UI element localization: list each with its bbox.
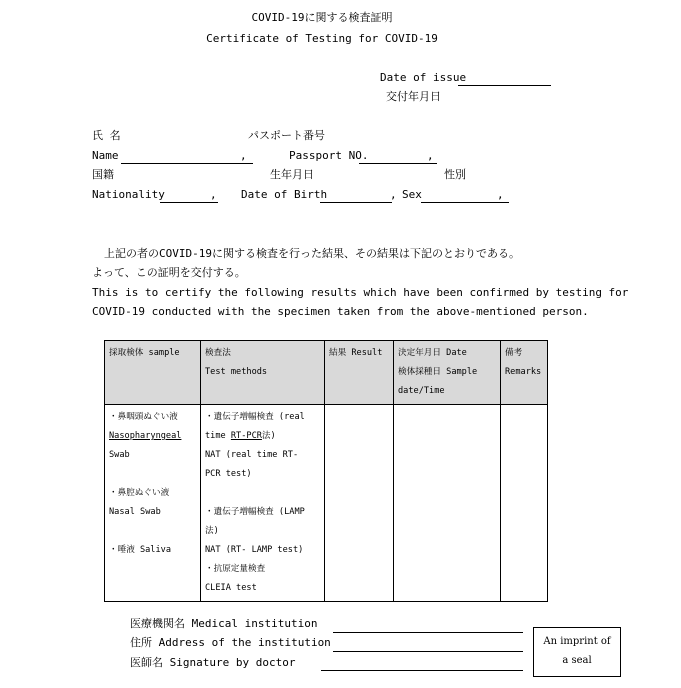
name-comma: , bbox=[240, 149, 247, 162]
name-label-jp: 氏 名 bbox=[92, 129, 121, 142]
statement-en-line-1: This is to certify the following results which have been confirmed by testing for bbox=[92, 286, 629, 299]
passport-comma: , bbox=[427, 149, 434, 162]
seal-box[interactable] bbox=[533, 627, 621, 677]
statement-jp-line-1: 上記の者のCOVID-19に関する検査を行った結果、その結果は下記のとおりである。 bbox=[104, 247, 520, 260]
statement-jp-line-2: よって、この証明を交付する。 bbox=[92, 266, 246, 279]
sex-field-line[interactable] bbox=[421, 202, 509, 203]
sex-comma: , bbox=[497, 188, 504, 201]
header-result-label: 結果 Result bbox=[329, 348, 383, 358]
medical-institution-label: 医療機関名 Medical institution bbox=[130, 617, 318, 630]
method-pcr-line-2 bbox=[205, 427, 320, 446]
seal-label-line-1: An imprint of bbox=[543, 636, 611, 647]
address-line[interactable] bbox=[333, 651, 523, 652]
certificate-title-en: Certificate of Testing for COVID-19 bbox=[206, 32, 438, 45]
header-date-line-3: date/Time bbox=[398, 386, 445, 396]
date-cell[interactable] bbox=[394, 405, 501, 602]
table-row bbox=[105, 405, 548, 602]
sample-nasopharyngeal-en: Nasopharyngeal bbox=[109, 431, 182, 441]
sex-label-jp: 性別 bbox=[444, 168, 466, 181]
method-cleia-line-1: ・抗原定量検査 bbox=[205, 564, 266, 574]
header-remarks-en: Remarks bbox=[505, 367, 542, 377]
spacer bbox=[109, 522, 196, 541]
statement-en-line-2: COVID-19 conducted with the specimen taken from the above-mentioned person. bbox=[92, 305, 589, 318]
header-result bbox=[325, 341, 394, 405]
method-pcr-rtpcr: RT-PCR bbox=[230, 431, 262, 441]
method-pcr-line-1: ・遺伝子増幅検査 (real bbox=[205, 412, 305, 422]
header-sample bbox=[105, 341, 201, 405]
nationality-label: Nationality bbox=[92, 188, 165, 201]
doctor-signature-label: 医師名 Signature by doctor bbox=[130, 656, 296, 669]
sample-nasal-en: Nasal Swab bbox=[109, 507, 161, 517]
dob-field-line[interactable] bbox=[320, 202, 392, 203]
name-label: Name bbox=[92, 149, 119, 162]
header-date-line-1: 決定年月日 Date bbox=[398, 348, 467, 358]
method-lamp-line-3: NAT (RT- LAMP test) bbox=[205, 545, 304, 555]
nationality-label-jp: 国籍 bbox=[92, 168, 114, 181]
passport-label: Passport NO. bbox=[289, 149, 369, 162]
sex-prefix: , bbox=[390, 188, 397, 201]
seal-label-line-2: a seal bbox=[562, 655, 592, 666]
header-method-en: Test methods bbox=[205, 367, 268, 377]
passport-label-jp: パスポート番号 bbox=[248, 129, 325, 142]
method-pcr-line-2-pre: time bbox=[205, 431, 231, 441]
sample-saliva: ・唾液 Saliva bbox=[109, 545, 171, 555]
sex-label: Sex bbox=[402, 188, 422, 201]
nationality-comma: , bbox=[210, 188, 217, 201]
name-field-line[interactable] bbox=[121, 163, 253, 164]
method-lamp-line-1: ・遺伝子増幅検査 (LAMP bbox=[205, 507, 305, 517]
doctor-signature-line[interactable] bbox=[321, 670, 523, 671]
method-cell bbox=[201, 405, 325, 602]
method-pcr-line-4: PCR test) bbox=[205, 469, 252, 479]
address-label: 住所 Address of the institution bbox=[130, 636, 331, 649]
sample-nasal-jp: ・鼻腔ぬぐい液 bbox=[109, 488, 170, 498]
result-cell[interactable] bbox=[325, 405, 394, 602]
sample-swab-en: Swab bbox=[109, 450, 130, 460]
date-of-issue-line[interactable] bbox=[458, 85, 551, 86]
method-lamp-line-2: 法) bbox=[205, 526, 219, 536]
certificate-title-jp: COVID-19に関する検査証明 bbox=[251, 11, 393, 24]
nationality-field-line[interactable] bbox=[160, 202, 218, 203]
method-cleia-line-2: CLEIA test bbox=[205, 583, 257, 593]
date-of-issue-label: Date of issue bbox=[380, 71, 467, 84]
header-date-line-2: 検体採種日 Sample bbox=[398, 367, 478, 377]
passport-field-line[interactable] bbox=[359, 163, 437, 164]
spacer bbox=[109, 465, 196, 484]
dob-label: Date of Birth bbox=[241, 188, 328, 201]
medical-institution-line[interactable] bbox=[333, 632, 523, 633]
header-remarks-jp: 備考 bbox=[505, 348, 523, 358]
header-date bbox=[394, 341, 501, 405]
remarks-cell[interactable] bbox=[501, 405, 548, 602]
header-remarks bbox=[501, 341, 548, 405]
method-pcr-line-3: NAT (real time RT- bbox=[205, 450, 299, 460]
method-pcr-line-2-post: 法) bbox=[261, 431, 276, 441]
sample-cell bbox=[105, 405, 201, 602]
header-test-methods bbox=[201, 341, 325, 405]
header-sample-label: 採取検体 sample bbox=[109, 348, 180, 358]
spacer bbox=[205, 484, 320, 503]
table-header-row bbox=[105, 341, 548, 405]
sample-nasopharyngeal-jp: ・鼻咽頭ぬぐい液 bbox=[109, 412, 178, 422]
date-of-issue-label-jp: 交付年月日 bbox=[386, 90, 441, 103]
dob-label-jp: 生年月日 bbox=[270, 168, 314, 181]
results-table bbox=[104, 340, 548, 602]
header-method-jp: 検査法 bbox=[205, 348, 231, 358]
